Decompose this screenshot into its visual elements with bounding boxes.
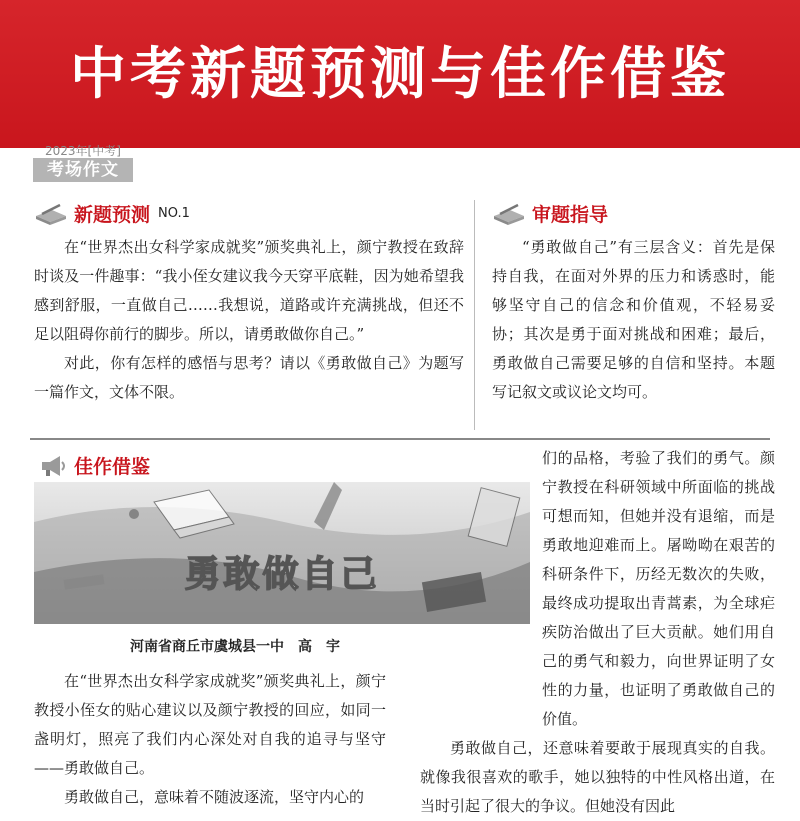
author-byline: 河南省商丘市虞城县一中 高 宇 [130,639,340,655]
pen-book-icon [492,202,526,226]
pen-book-icon [34,202,68,226]
column-divider [474,200,475,430]
prompt-paragraph: 对此，你有怎样的感悟与思考？请以《勇敢做自己》为题写一篇作文，文体不限。 [34,354,464,401]
essay-left-column [34,667,386,812]
essay-paragraph: 勇敢做自己，还意味着要敢于展现真实的自我。就像我很喜欢的歌手，她以独特的中性风格出道，在当时引起了很大的争议。但她没有因此 [420,739,775,815]
section-heading-essay [38,452,150,479]
section-heading-guide [492,200,608,227]
essay-paragraph: 勇敢做自己，意味着不随波逐流，坚守内心的 [64,788,365,806]
essay-paragraph: 在“世界杰出女科学家成就奖”颁奖典礼上，颜宁教授小侄女的贴心建议以及颜宁教授的回应，如同一盏明灯，照亮了我们内心深处对自我的追寻与坚守——勇敢做自己。 [34,672,386,777]
section-title: 佳作借鉴 [74,456,151,478]
essay-paragraph: 们的品格，考验了我们的勇气。颜宁教授在科研领域中所面临的挑战可想而知，但她并没有退缩，而是勇敢地迎难而上。屠呦呦在艰苦的科研条件下，历经无数次的失败，最终成功提取出青蒿素，为全球疟疾防治做出了巨大贡献。她们用自己的勇气和毅力，向世界证明了女性的力量，也证明了勇敢做自己的价值。 [542,449,775,728]
prompt-text [34,233,464,407]
section-heading-predict [34,200,190,227]
section-title: 审题指导 [532,204,609,226]
prompt-paragraph: 在“世界杰出女科学家成就奖”颁奖典礼上，颜宁教授在致辞时谈及一件趣事：“我小侄女建议我今天穿平底鞋，因为她希望我感到舒服，一直做自己……我想说，道路或许充满挑战，但还不足以阻碍你前行的脚步。所以，请勇敢做你自己。” [34,238,464,343]
megaphone-icon [38,454,68,478]
column-label: 考场作文 [33,158,133,182]
header-banner [0,0,800,148]
essay-right-column [420,444,775,821]
guide-text [492,233,775,407]
issue-year: 2023年[中考] [45,144,121,158]
section-number: NO.1 [158,206,190,221]
essay-title: 勇敢做自己 [184,554,380,595]
page-title: 中考新题预测与佳作借鉴 [70,42,730,107]
guide-paragraph: “勇敢做自己”有三层含义：首先是保持自我，在面对外界的压力和诱惑时，能够坚守自己的信念和价值观，不轻易妥协；其次是勇于面对挑战和困难；最后，勇敢做自己需要足够的自信和坚持。本题写记叙文或议论文均可。 [492,238,775,401]
section-divider [30,438,770,440]
section-title: 新题预测 [74,204,151,226]
